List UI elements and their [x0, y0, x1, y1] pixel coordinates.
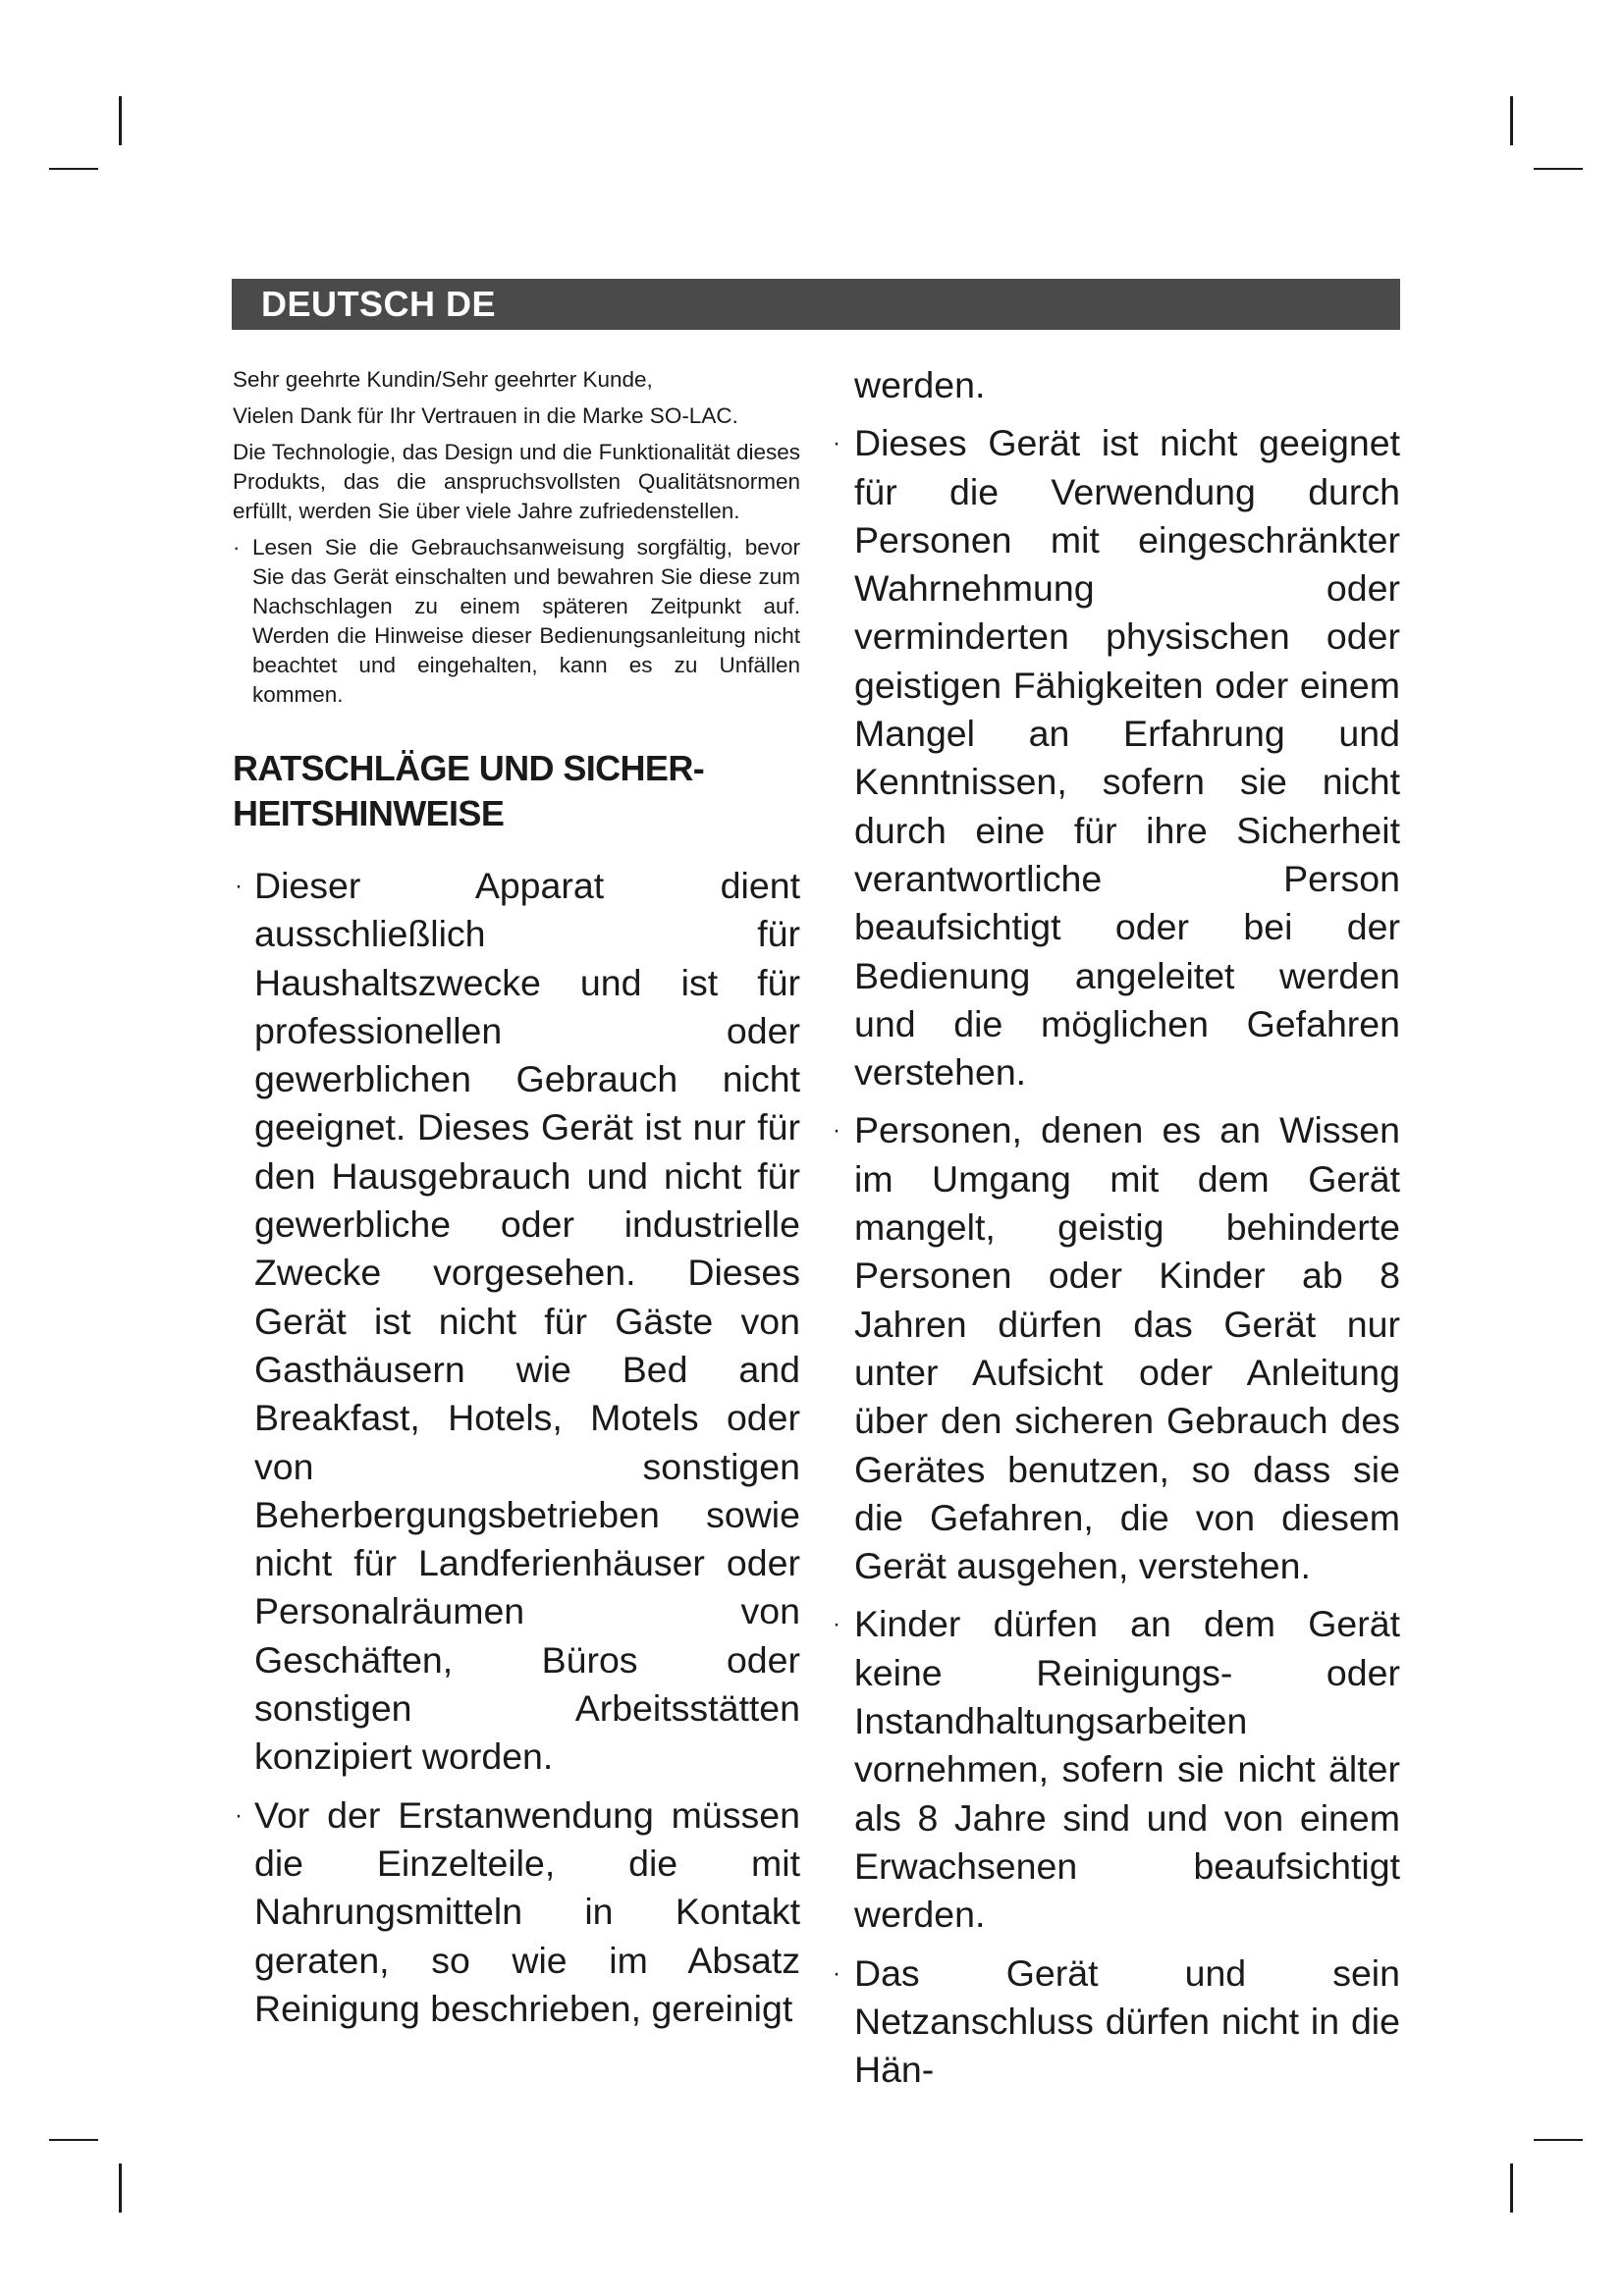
safety-item-continuation: werden.	[854, 364, 986, 405]
read-instructions-item	[233, 533, 800, 710]
safety-item-text: Personen, denen es an Wissen im Umgang mit dem Gerät mangelt, geistig behinderte Personen oder Kinder ab 8 Jahren dürfen das Gerät nur unter Aufsicht oder Anleitung über den sicheren Gebrauch des Gerätes benutzen, so dass sie die Gefahren, die von diesem Gerät ausgehen, verstehen.	[854, 1109, 1400, 1587]
section-title: RATSCHLÄGE UND SICHER-HEITSHINWEISE	[233, 748, 705, 833]
bullet-marker: ·	[833, 1959, 840, 1987]
safety-item	[833, 419, 1400, 1096]
crop-mark-bottom-left-horizontal	[49, 2139, 98, 2141]
crop-mark-bottom-left-vertical	[119, 2163, 122, 2213]
safety-item	[833, 1949, 1400, 2095]
bullet-marker: ·	[233, 535, 241, 560]
safety-item-text: Vor der Erstanwendung müssen die Einzelteile, die mit Nahrungsmitteln in Kontakt geraten, so wie im Absatz Reinigung beschrieben, gereinigt	[254, 1793, 800, 2029]
language-header-title: DEUTSCH DE	[261, 284, 497, 324]
safety-item	[233, 1791, 800, 2033]
safety-item	[833, 1600, 1400, 1939]
bullet-marker: ·	[833, 1117, 840, 1145]
crop-mark-top-right-vertical	[1510, 96, 1513, 145]
left-column	[233, 365, 800, 2043]
crop-mark-top-right-horizontal	[1534, 168, 1583, 170]
greeting-text: Sehr geehrte Kundin/Sehr geehrter Kunde,	[233, 367, 653, 392]
right-column	[833, 364, 1400, 2104]
crop-mark-top-left-horizontal	[49, 168, 98, 170]
safety-item-text: Kinder dürfen an dem Gerät keine Reinigungs- oder Instandhaltungsarbeiten vornehmen, sofern sie nicht älter als 8 Jahre sind und von einem Erwachsenen beaufsichtigt werden.	[854, 1603, 1400, 1936]
crop-mark-top-left-vertical	[119, 96, 122, 145]
thanks-text: Vielen Dank für Ihr Vertrauen in die Marke SO-LAC.	[233, 403, 738, 428]
safety-item-text: Dieser Apparat dient ausschließlich für Haushaltszwecke und ist für professionellen oder gewerblichen Gebrauch nicht geeignet. Dieses Gerät ist nur für den Hausgebrauch und nicht für gewerbliche oder industrielle Zwecke vorgesehen. Dieses Gerät ist nicht für Gäste von Gasthäusern wie Bed and Breakfast, Hotels, Motels oder von sonstigen Beherbergungsbetrieben sowie nicht für Landferienhäuser oder Personalräumen von Geschäften, Büros oder sonstigen Arbeitsstätten konzipiert worden.	[254, 865, 800, 1778]
crop-mark-bottom-right-vertical	[1510, 2163, 1513, 2213]
safety-item	[233, 862, 800, 1782]
crop-mark-bottom-right-horizontal	[1534, 2139, 1583, 2141]
safety-item-text: Das Gerät und sein Netzanschluss dürfen nicht in die Hän-	[854, 1951, 1400, 2091]
bullet-marker: ·	[235, 873, 243, 899]
bullet-marker: ·	[833, 1611, 840, 1638]
bullet-marker: ·	[235, 1801, 243, 1829]
bullet-marker: ·	[833, 430, 840, 457]
language-header-bar	[232, 279, 1400, 330]
safety-item-text: Dieses Gerät ist nicht geeignet für die Verwendung durch Personen mit eingeschränkter Wahrnehmung oder verminderten physischen oder geistigen Fähigkeiten oder einem Mangel an Erfahrung und Kenntnissen, sofern sie nicht durch eine für ihre Sicherheit verantwortliche Person beaufsichtigt oder bei der Bedienung angeleitet werden und die möglichen Gefahren verstehen.	[854, 422, 1400, 1094]
technology-text: Die Technologie, das Design und die Funktionalität dieses Produkts, das die anspruchsvollsten Qualitätsnormen erfüllt, werden Sie über viele Jahre zufriedenstellen.	[233, 440, 800, 523]
safety-item	[833, 1106, 1400, 1590]
read-instructions-text: Lesen Sie die Gebrauchsanweisung sorgfältig, bevor Sie das Gerät einschalten und bewahren Sie diese zum Nachschlagen zu einem späteren Zeitpunkt auf. Werden die Hinweise dieser Bedienungsanleitung nicht beachtet und eingehalten, kann es zu Unfällen kommen.	[252, 535, 800, 707]
